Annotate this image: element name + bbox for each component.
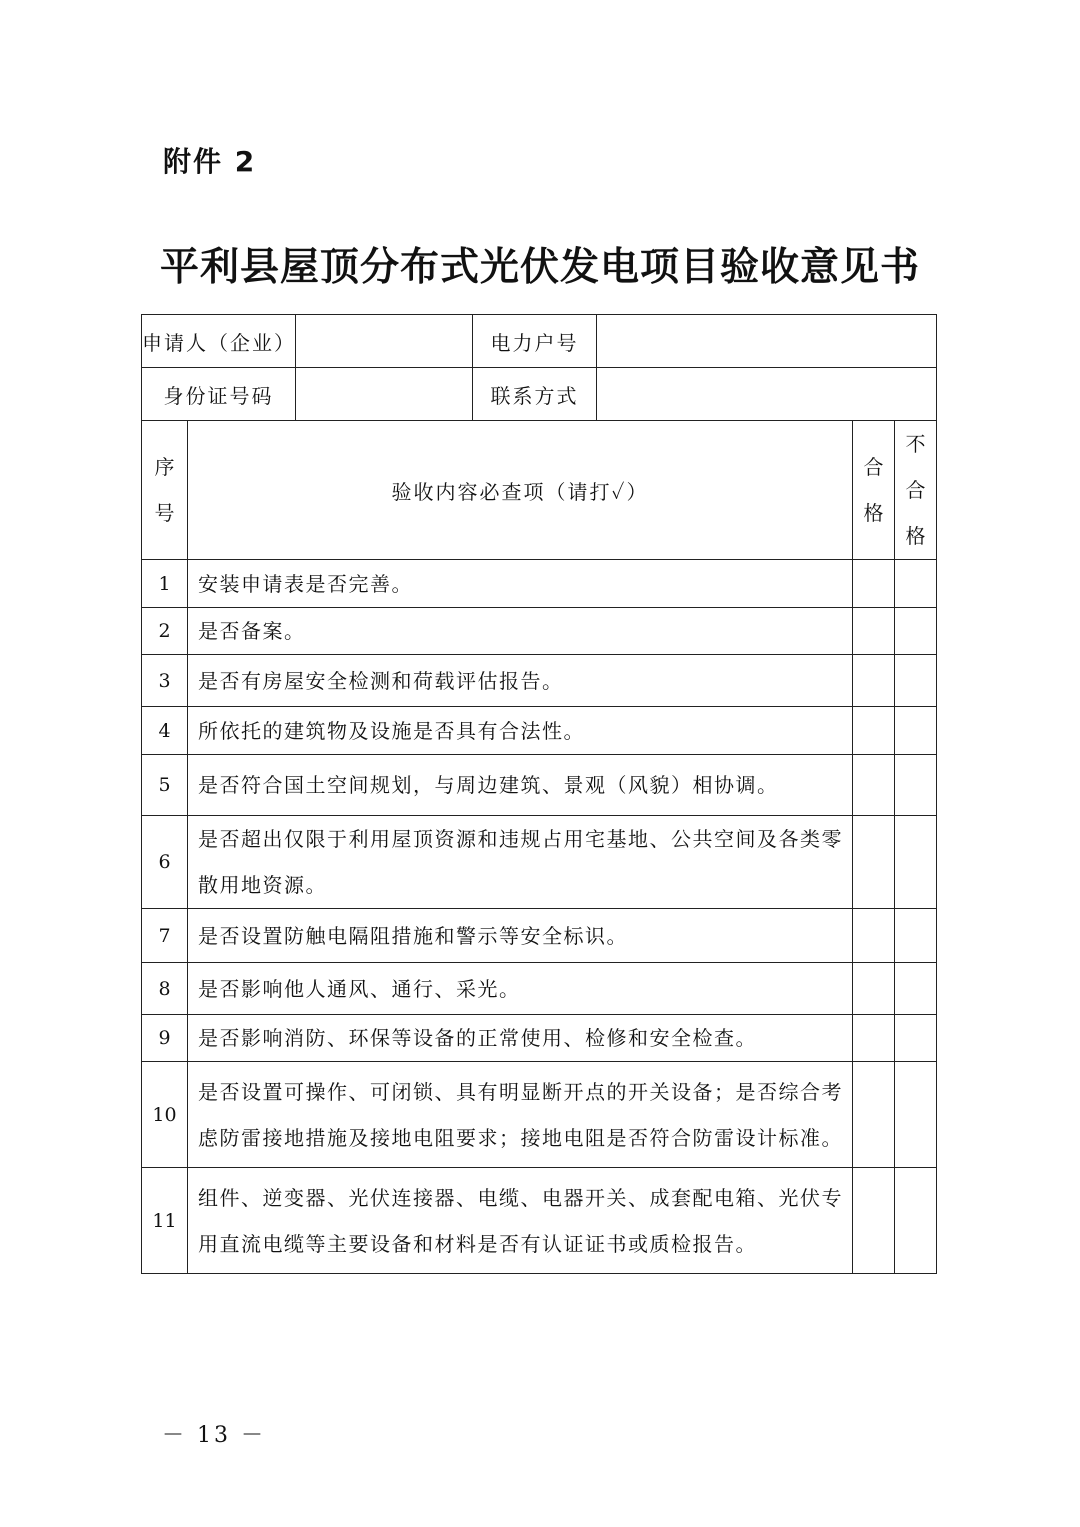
document-title: 平利县屋顶分布式光伏发电项目验收意见书 [159,244,920,290]
table-row [142,608,937,655]
column-header-pass: 合 格 [853,421,895,560]
pass-checkbox[interactable] [853,1168,895,1274]
attachment-label: 附件 2 [163,145,257,178]
item-number: 4 [142,707,188,755]
id-number-field[interactable] [296,368,473,421]
item-number: 6 [142,816,188,909]
table-row [142,963,937,1015]
pass-checkbox[interactable] [853,560,895,608]
column-header-content: 验收内容必查项（请打✓） [188,421,853,560]
fail-checkbox[interactable] [895,608,937,655]
acceptance-form-table [141,314,937,1274]
fail-checkbox[interactable] [895,560,937,608]
item-text: 是否影响消防、环保等设备的正常使用、检修和安全检查。 [188,1015,853,1062]
fail-checkbox[interactable] [895,755,937,816]
power-account-label: 电力户号 [473,315,597,368]
fail-checkbox[interactable] [895,909,937,963]
item-text: 组件、逆变器、光伏连接器、电缆、电器开关、成套配电箱、光伏专用直流电缆等主要设备和材料是否有认证证书或质检报告。 [188,1168,853,1274]
pass-checkbox[interactable] [853,1015,895,1062]
column-header-seq: 序 号 [142,421,188,560]
item-number: 3 [142,655,188,707]
contact-label: 联系方式 [473,368,597,421]
pass-checkbox[interactable] [853,816,895,909]
power-account-field[interactable] [597,315,937,368]
fail-checkbox[interactable] [895,963,937,1015]
pass-checkbox[interactable] [853,755,895,816]
table-row [142,816,937,909]
item-number: 10 [142,1062,188,1168]
pass-checkbox[interactable] [853,655,895,707]
item-number: 11 [142,1168,188,1274]
table-row [142,755,937,816]
fail-checkbox[interactable] [895,1168,937,1274]
item-number: 8 [142,963,188,1015]
id-number-label: 身份证号码 [142,368,296,421]
table-row [142,707,937,755]
pass-checkbox[interactable] [853,1062,895,1168]
fail-checkbox[interactable] [895,707,937,755]
pass-checkbox[interactable] [853,909,895,963]
item-text: 所依托的建筑物及设施是否具有合法性。 [188,707,853,755]
fail-checkbox[interactable] [895,1062,937,1168]
item-text: 是否设置可操作、可闭锁、具有明显断开点的开关设备；是否综合考虑防雷接地措施及接地电阻要求；接地电阻是否符合防雷设计标准。 [188,1062,853,1168]
item-text: 是否备案。 [188,608,853,655]
table-row [142,909,937,963]
table-row [142,1062,937,1168]
applicant-label: 申请人（企业） [142,315,296,368]
column-header-fail: 不 合 格 [895,421,937,560]
table-row [142,560,937,608]
item-text: 是否有房屋安全检测和荷载评估报告。 [188,655,853,707]
pass-checkbox[interactable] [853,608,895,655]
item-number: 5 [142,755,188,816]
table-row [142,1015,937,1062]
table-row [142,1168,937,1274]
pass-checkbox[interactable] [853,963,895,1015]
applicant-field[interactable] [296,315,473,368]
table-row [142,655,937,707]
fail-checkbox[interactable] [895,816,937,909]
item-number: 7 [142,909,188,963]
item-text: 是否设置防触电隔阻措施和警示等安全标识。 [188,909,853,963]
item-text: 是否超出仅限于利用屋顶资源和违规占用宅基地、公共空间及各类零散用地资源。 [188,816,853,909]
contact-field[interactable] [597,368,937,421]
fail-checkbox[interactable] [895,1015,937,1062]
item-number: 9 [142,1015,188,1062]
item-text: 安装申请表是否完善。 [188,560,853,608]
item-text: 是否符合国土空间规划，与周边建筑、景观（风貌）相协调。 [188,755,853,816]
item-text: 是否影响他人通风、通行、采光。 [188,963,853,1015]
item-number: 1 [142,560,188,608]
item-number: 2 [142,608,188,655]
fail-checkbox[interactable] [895,655,937,707]
page-number: － 13 － [162,1423,266,1448]
pass-checkbox[interactable] [853,707,895,755]
